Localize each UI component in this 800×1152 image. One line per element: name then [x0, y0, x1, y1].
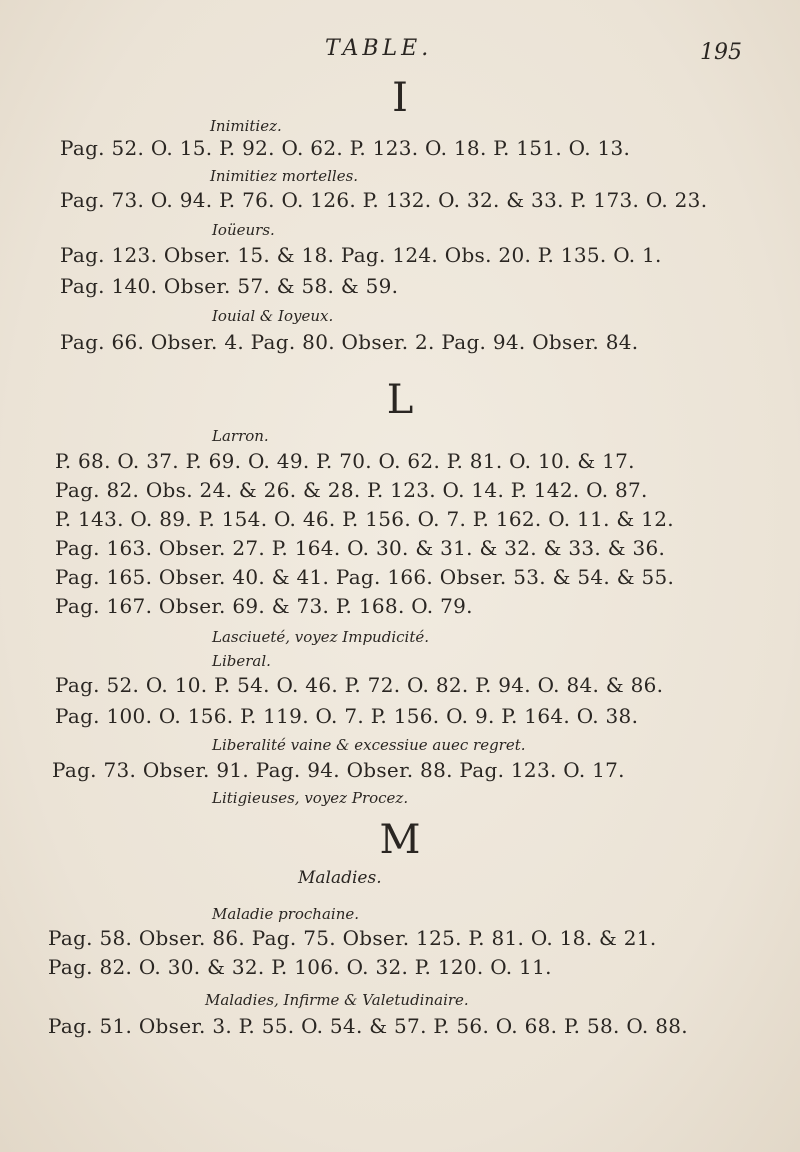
entry-heading: Liberal.	[212, 652, 271, 670]
entry-line: Pag. 100. O. 156. P. 119. O. 7. P. 156. O. 9. P. 164. O. 38.	[55, 704, 639, 728]
entry-line: Pag. 82. O. 30. & 32. P. 106. O. 32. P. 120. O. 11.	[48, 955, 552, 979]
entry-heading: Inimitiez.	[210, 117, 282, 135]
entry-heading: Litigieuses, voyez Procez.	[212, 789, 409, 807]
section-letter-m: M	[379, 817, 421, 863]
entry-heading: Inimitiez mortelles.	[210, 167, 359, 185]
entry-line: Pag. 52. O. 10. P. 54. O. 46. P. 72. O. 82. P. 94. O. 84. & 86.	[55, 673, 664, 697]
entry-line: P. 68. O. 37. P. 69. O. 49. P. 70. O. 62. P. 81. O. 10. & 17.	[55, 449, 635, 473]
entry-heading: Iouial & Ioyeux.	[212, 307, 334, 325]
entry-line: Pag. 123. Obser. 15. & 18. Pag. 124. Obs. 20. P. 135. O. 1.	[60, 243, 662, 267]
page-number: 195	[700, 40, 742, 65]
running-title: TABLE.	[325, 36, 433, 61]
entry-line: Pag. 163. Obser. 27. P. 164. O. 30. & 31. & 32. & 33. & 36.	[55, 536, 666, 560]
section-letter-i: I	[392, 75, 408, 121]
entry-heading: Maladies, Infirme & Valetudinaire.	[205, 991, 469, 1009]
entry-heading: Maladie prochaine.	[212, 905, 359, 923]
entry-line: Pag. 82. Obs. 24. & 26. & 28. P. 123. O. 14. P. 142. O. 87.	[55, 478, 648, 502]
entry-line: P. 143. O. 89. P. 154. O. 46. P. 156. O. 7. P. 162. O. 11. & 12.	[55, 507, 674, 531]
entry-line: Pag. 51. Obser. 3. P. 55. O. 54. & 57. P. 56. O. 68. P. 58. O. 88.	[48, 1014, 688, 1038]
entry-line: Pag. 66. Obser. 4. Pag. 80. Obser. 2. Pag. 94. Obser. 84.	[60, 330, 639, 354]
entry-line: Pag. 165. Obser. 40. & 41. Pag. 166. Obser. 53. & 54. & 55.	[55, 565, 675, 589]
entry-heading: Maladies.	[298, 868, 382, 888]
entry-heading: Liberalité vaine & excessiue auec regret.	[212, 736, 526, 754]
page-header	[0, 28, 800, 78]
entry-line: Pag. 52. O. 15. P. 92. O. 62. P. 123. O. 18. P. 151. O. 13.	[60, 136, 631, 160]
section-letter-l: L	[386, 377, 414, 423]
entry-line: Pag. 58. Obser. 86. Pag. 75. Obser. 125. P. 81. O. 18. & 21.	[48, 926, 657, 950]
entry-line: Pag. 73. O. 94. P. 76. O. 126. P. 132. O. 32. & 33. P. 173. O. 23.	[60, 188, 708, 212]
entry-heading: Lasciueté, voyez Impudicité.	[212, 628, 429, 646]
entry-line: Pag. 73. Obser. 91. Pag. 94. Obser. 88. Pag. 123. O. 17.	[52, 758, 625, 782]
entry-heading: Larron.	[212, 427, 269, 445]
entry-line: Pag. 140. Obser. 57. & 58. & 59.	[60, 274, 399, 298]
entry-line: Pag. 167. Obser. 69. & 73. P. 168. O. 79.	[55, 594, 473, 618]
entry-heading: Ioüeurs.	[212, 221, 275, 239]
